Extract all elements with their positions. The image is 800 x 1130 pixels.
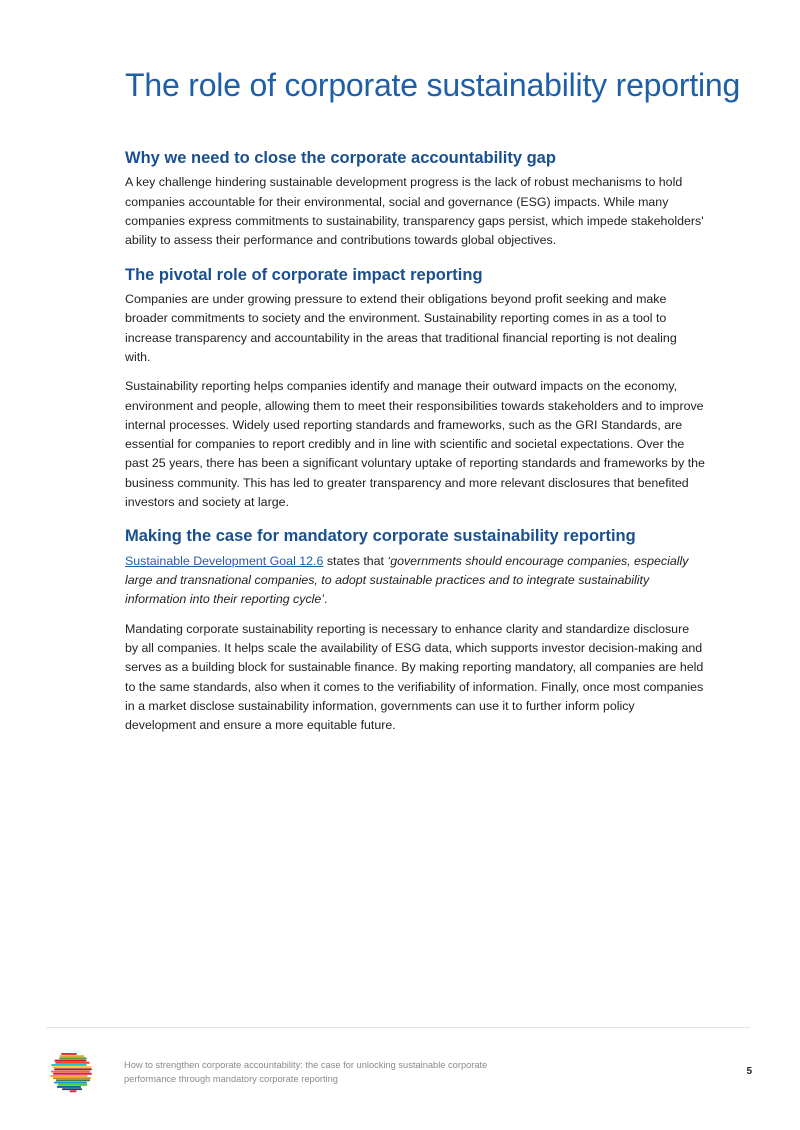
sdg-quote-paragraph bbox=[125, 552, 705, 610]
logo-stripe bbox=[58, 1084, 88, 1086]
footer-text: How to strengthen corporate accountability: the case for unlocking sustainable corporate performance through mandatory corporate reporting bbox=[124, 1060, 488, 1084]
quote-end: . bbox=[324, 592, 328, 607]
body-paragraph: Mandating corporate sustainability reporting is necessary to enhance clarity and standardize disclosure by all companies. It helps scale the availability of ESG data, which supports investor decision-making and serves as a building block for sustainable finance. By making reporting mandatory, all companies are held to the same standards, also when it comes to the verifiability of information. Finally, once most companies in a market disclose sustainability information, governments can use it to further inform policy development and ensure a more equitable future. bbox=[125, 621, 704, 733]
body-paragraph: Companies are under growing pressure to extend their obligations beyond profit seeking and make broader commitments to society and the environment. Sustainability reporting comes in as a tool to increase transparency and accountability in the areas that traditional financial reporting is not dealing with. bbox=[125, 292, 677, 364]
states-text: states that bbox=[323, 553, 388, 568]
logo-stripe bbox=[59, 1057, 86, 1059]
sdg-12-6-link[interactable]: Sustainable Development Goal 12.6 bbox=[125, 553, 324, 568]
sdg-quote: ‘governments should encourage companies, especially large and transnational companies, to adopt sustainable practices and to integrate sustainability information into their reporting cycle’ bbox=[125, 553, 689, 607]
page-title: The role of corporate sustainability reporting bbox=[125, 67, 741, 103]
page-number: 5 bbox=[746, 1066, 752, 1077]
body-paragraph: Sustainability reporting helps companies identify and manage their outward impacts on the economy, environment and people, allowing them to meet their responsibilities towards stakeholders and to improve internal processes. Widely used reporting standards and frameworks, such as the GRI Standards, are essential for companies to report credibly and in line with scientific and societal expectations. Over the past 25 years, there has been a significant voluntary uptake of reporting standards and frameworks by the business community. This has led to greater transparency and more relevant disclosures that benefited investors and society at large. bbox=[125, 379, 705, 510]
logo-stripe bbox=[60, 1055, 85, 1057]
logo-stripe bbox=[55, 1062, 90, 1064]
section-impact-reporting bbox=[125, 265, 705, 513]
logo-stripe bbox=[57, 1086, 81, 1088]
section-heading: The pivotal role of corporate impact reporting bbox=[125, 265, 483, 284]
logo-stripe bbox=[51, 1071, 90, 1073]
section-heading: Why we need to close the corporate accountability gap bbox=[125, 149, 556, 167]
section-accountability-gap bbox=[125, 148, 705, 251]
footer-divider bbox=[46, 1027, 750, 1028]
logo-stripe bbox=[53, 1077, 91, 1079]
logo-stripe bbox=[70, 1090, 77, 1092]
section-mandatory-reporting bbox=[125, 526, 705, 735]
logo-stripe bbox=[51, 1064, 86, 1066]
section-heading: Making the case for mandatory corporate sustainability reporting bbox=[125, 527, 636, 546]
sdg-striped-globe-icon bbox=[50, 1050, 94, 1094]
logo-stripe bbox=[54, 1068, 92, 1070]
logo-stripe bbox=[54, 1082, 87, 1084]
logo-stripe bbox=[62, 1088, 82, 1090]
logo-stripe bbox=[56, 1079, 90, 1081]
logo-stripe bbox=[55, 1060, 87, 1062]
logo-stripe bbox=[53, 1066, 92, 1068]
main-content bbox=[125, 148, 705, 749]
body-paragraph: A key challenge hindering sustainable development progress is the lack of robust mechanisms to hold companies accountable for their environmental, social and governance (ESG) impacts. While many companies express commitments to sustainability, transparency gaps persist, which impede stakeholders' ability to assess their performance and contributions towards global objectives. bbox=[125, 175, 704, 248]
logo-stripe bbox=[61, 1053, 77, 1055]
logo-stripe bbox=[50, 1075, 87, 1077]
logo-stripe bbox=[53, 1073, 92, 1075]
